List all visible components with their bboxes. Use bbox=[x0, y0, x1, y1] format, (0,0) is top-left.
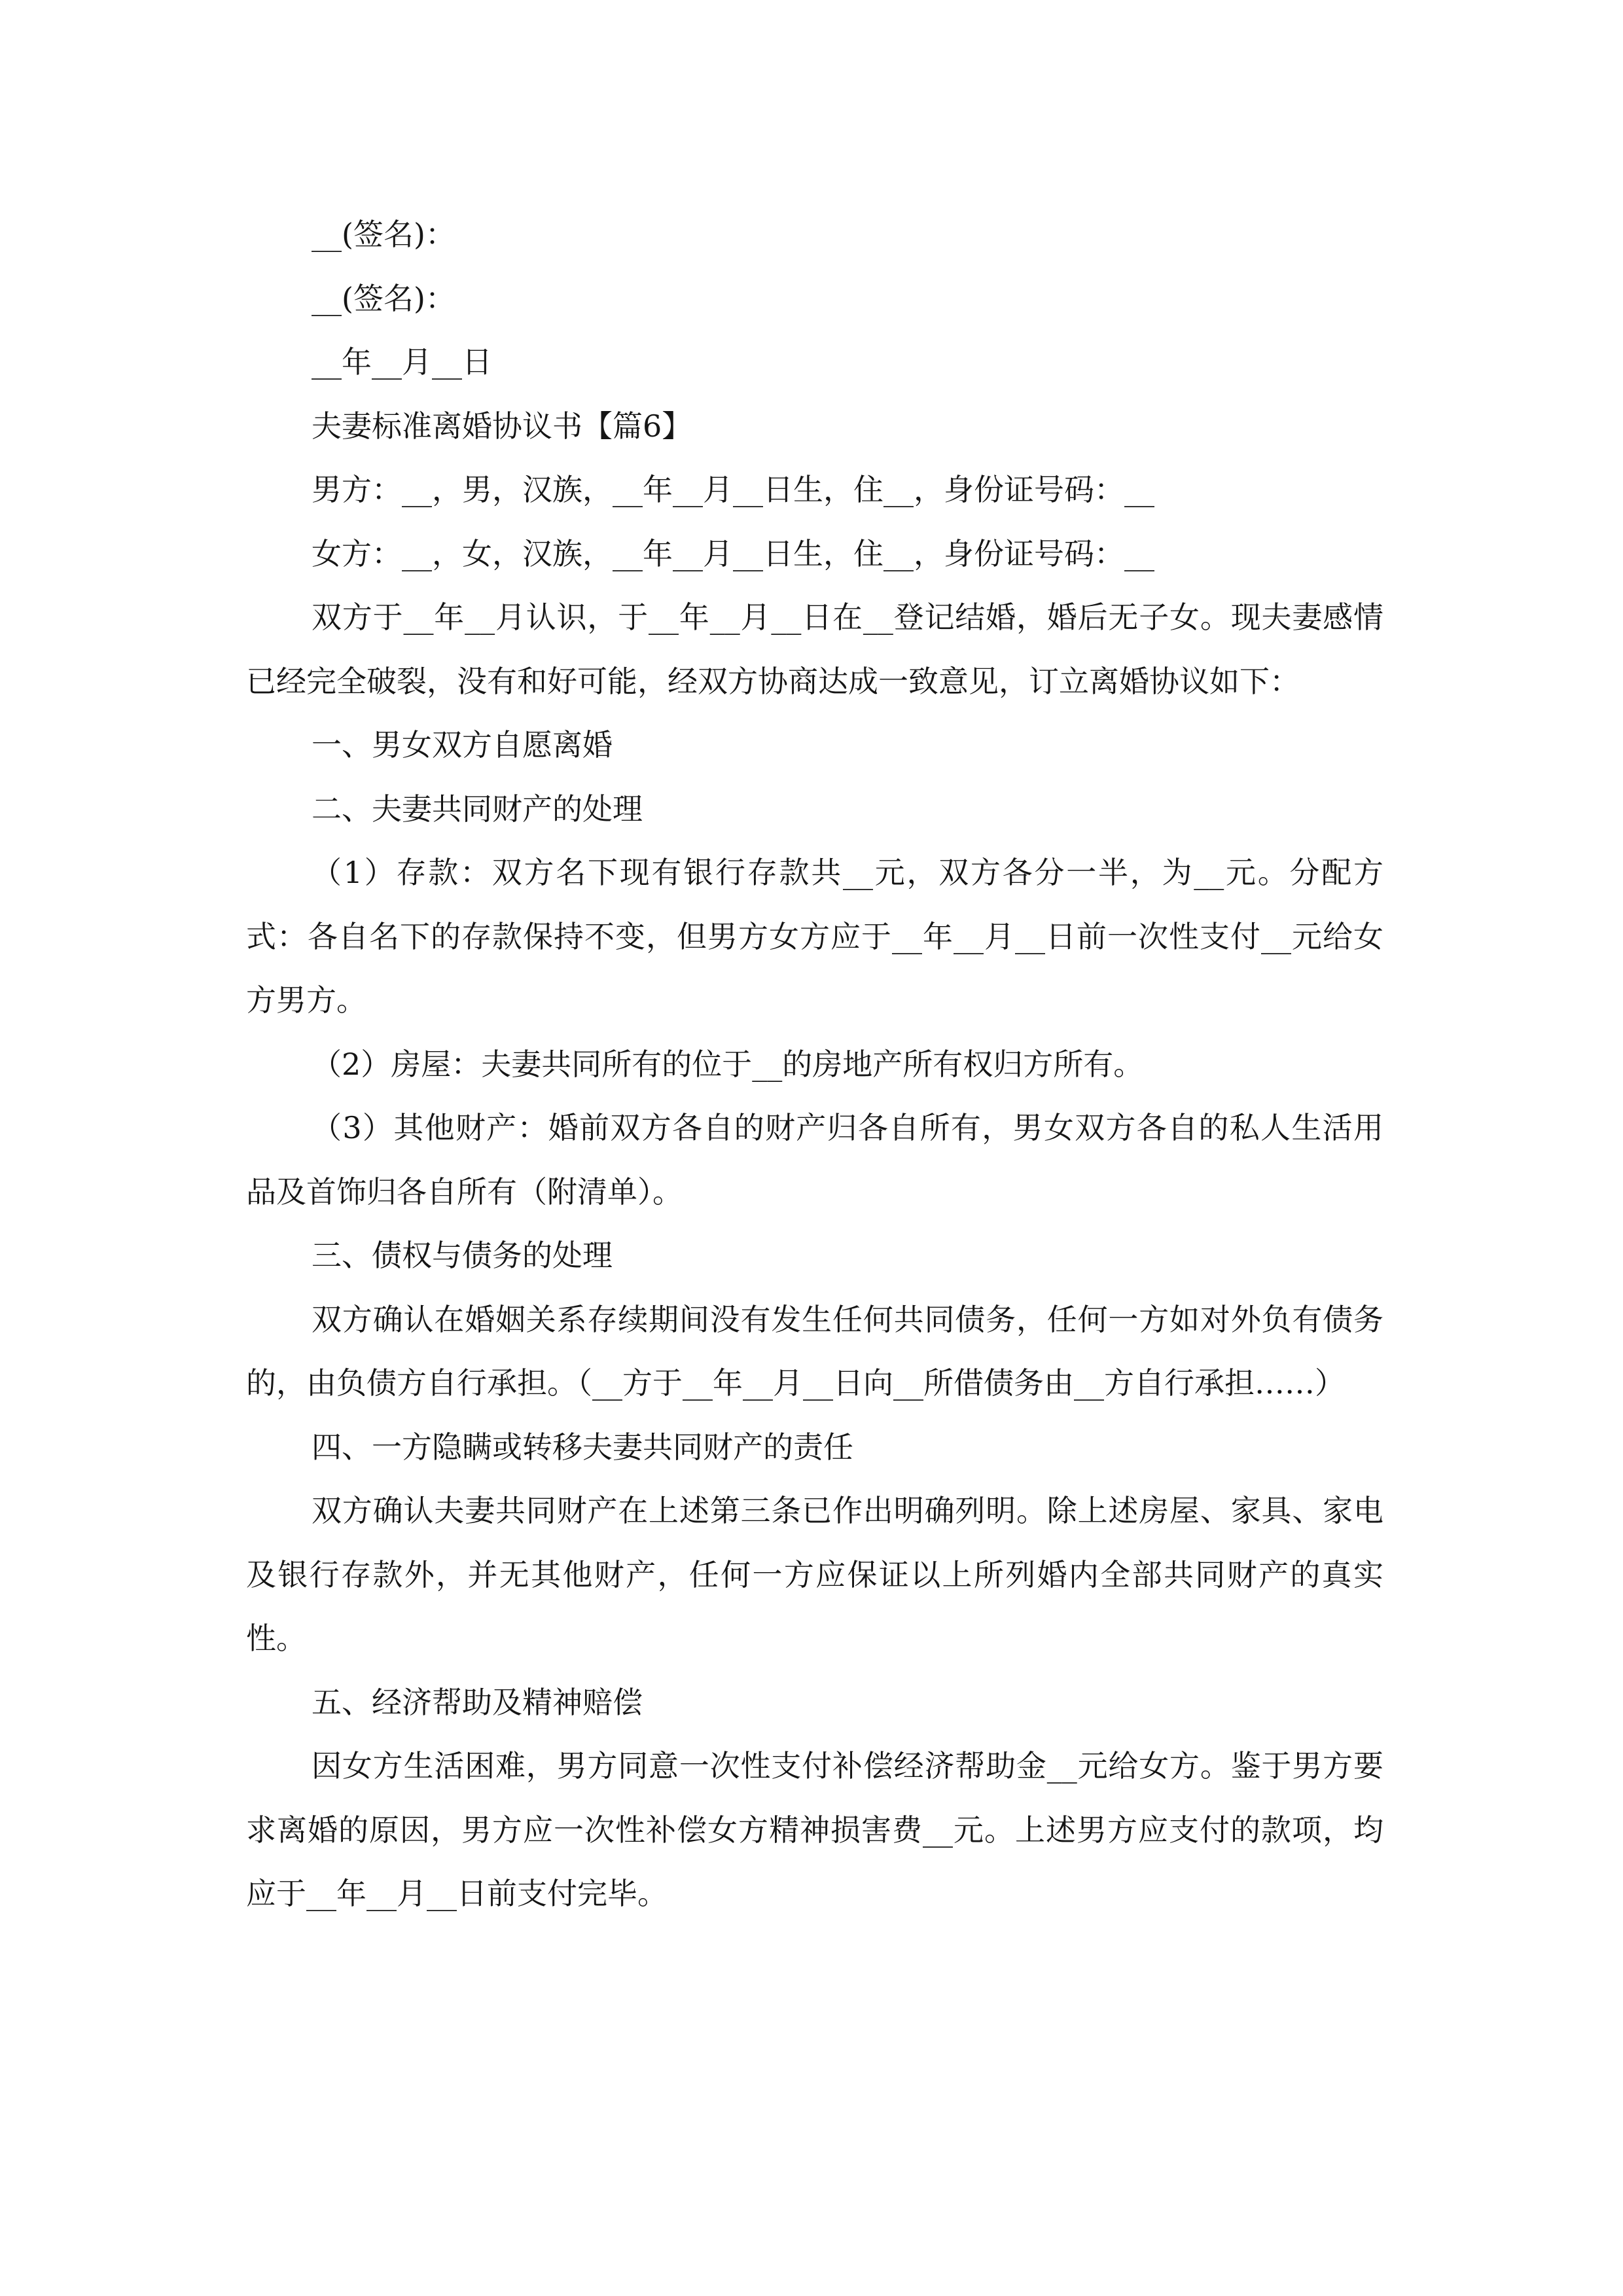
clause-2-heading: 二、夫妻共同财产的处理 bbox=[312, 791, 643, 827]
clause-2-item-1: （1）存款：双方名下现有银行存款共__元，双方各分一半，为__元。分配方式：各自名下的存款保持不变，但男方女方应于__年__月__日前一次性支付__元给女方男方。 bbox=[246, 855, 1383, 1018]
document-page bbox=[246, 203, 1383, 1926]
date-line: __年__月__日 bbox=[312, 344, 492, 380]
section-title: 夫妻标准离婚协议书【篇6】 bbox=[312, 408, 692, 444]
clause-5-heading: 五、经济帮助及精神赔偿 bbox=[312, 1684, 643, 1720]
signature-line-1: __(签名)： bbox=[312, 217, 455, 252]
clause-2-item-2: （2）房屋：夫妻共同所有的位于__的房地产所有权归方所有。 bbox=[312, 1046, 1144, 1082]
clause-4-heading: 四、一方隐瞒或转移夫妻共同财产的责任 bbox=[312, 1429, 853, 1465]
clause-5-body: 因女方生活困难，男方同意一次性支付补偿经济帮助金__元给女方。鉴于男方要求离婚的原因，男方应一次性补偿女方精神损害费__元。上述男方应支付的款项，均应于__年__月__日前支付完毕。 bbox=[246, 1748, 1383, 1911]
clause-2-item-3: （3）其他财产：婚前双方各自的财产归各自所有，男女双方各自的私人生活用品及首饰归各自所有（附清单）。 bbox=[246, 1110, 1383, 1210]
clause-3-heading: 三、债权与债务的处理 bbox=[312, 1238, 613, 1273]
clause-4-body: 双方确认夫妻共同财产在上述第三条已作出明确列明。除上述房屋、家具、家电及银行存款外，并无其他财产，任何一方应保证以上所列婚内全部共同财产的真实性。 bbox=[246, 1493, 1383, 1656]
male-party-info: 男方：__，男，汉族，__年__月__日生，住__，身份证号码：__ bbox=[312, 472, 1154, 507]
female-party-info: 女方：__，女，汉族，__年__月__日生，住__，身份证号码：__ bbox=[312, 535, 1154, 571]
signature-line-2: __(签名)： bbox=[312, 280, 455, 316]
clause-1-heading: 一、男女双方自愿离婚 bbox=[312, 727, 613, 762]
clause-3-body: 双方确认在婚姻关系存续期间没有发生任何共同债务，任何一方如对外负有债务的，由负债方自行承担。（__方于__年__月__日向__所借债务由__方自行承担……） bbox=[246, 1301, 1383, 1401]
intro-paragraph: 双方于__年__月认识，于__年__月__日在__登记结婚，婚后无子女。现夫妻感情已经完全破裂，没有和好可能，经双方协商达成一致意见，订立离婚协议如下： bbox=[246, 600, 1383, 699]
